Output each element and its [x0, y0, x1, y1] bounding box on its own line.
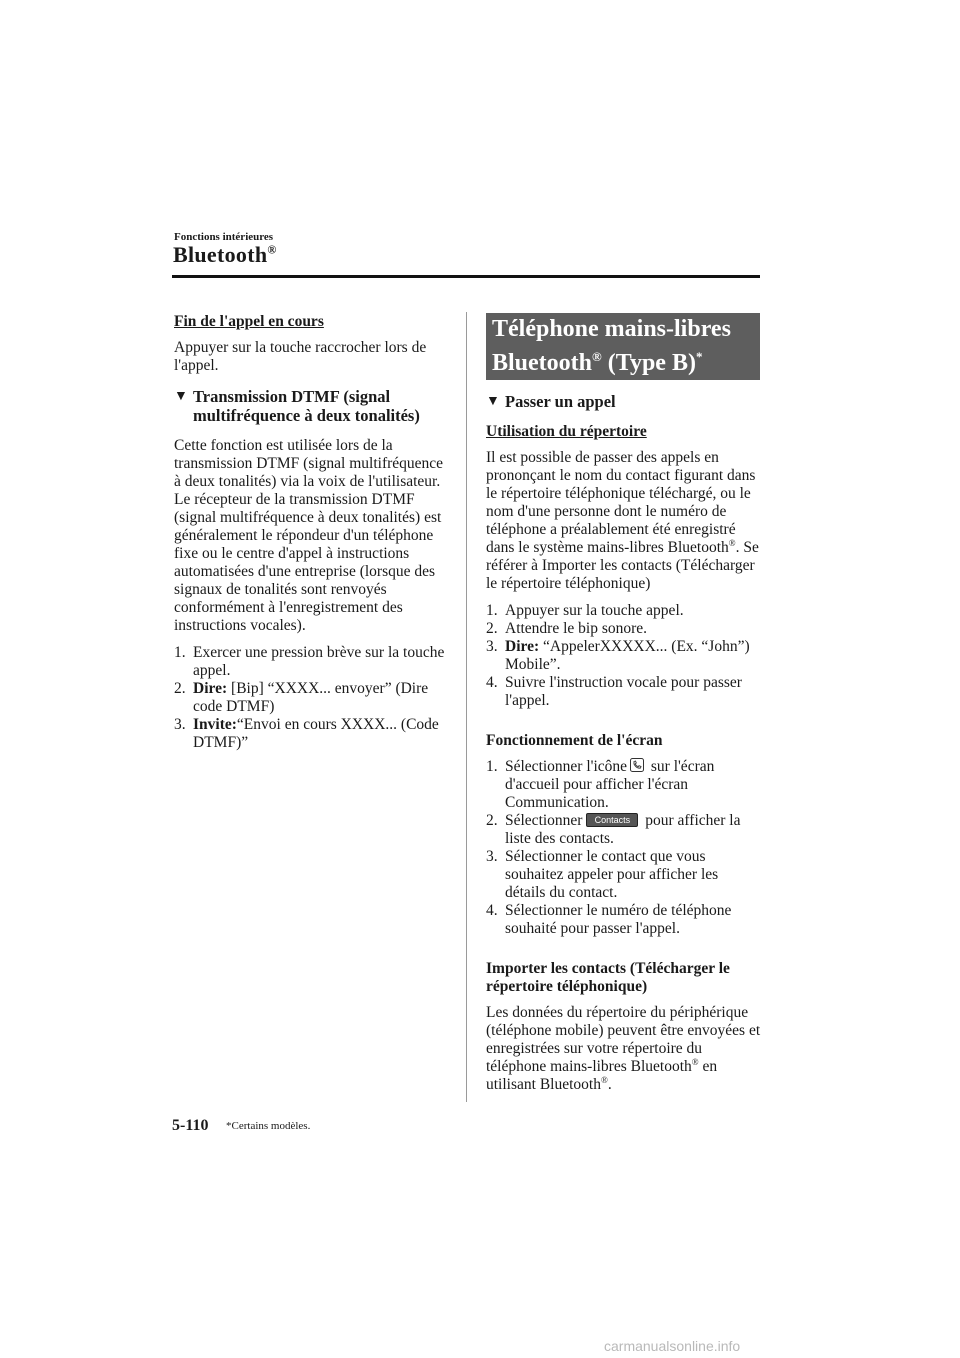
list-item: 1. Sélectionner l'icône sur l'écran d'accueil pour afficher l'écran Communication.	[486, 758, 715, 811]
dtmf-heading: ▼ Transmission DTMF (signal multifréquence à deux tonalités)	[174, 387, 420, 425]
registered-mark: ®	[267, 242, 277, 257]
contacts-button: Contacts	[586, 813, 638, 827]
right-column	[486, 313, 761, 1103]
list-item: 2. Attendre le bip sonore.	[486, 620, 648, 637]
end-call-heading: Fin de l'appel en cours	[174, 313, 324, 330]
list-item: 3. Invite:“Envoi en cours XXXX... (Code DTMF)”	[174, 716, 439, 751]
end-call-text: Appuyer sur la touche raccrocher lors de l'appel.	[174, 339, 427, 374]
page-number: 5-110	[172, 1117, 209, 1134]
screen-steps	[486, 758, 761, 938]
phonebook-steps	[486, 602, 761, 710]
list-item: 2. Sélectionner Contacts pour afficher la liste des contacts.	[486, 812, 741, 847]
list-item: 1. Appuyer sur la touche appel.	[486, 602, 684, 619]
phone-icon	[630, 758, 644, 772]
phonebook-heading: Utilisation du répertoire	[486, 423, 647, 440]
import-heading: Importer les contacts (Télécharger le répertoire téléphonique)	[486, 960, 730, 995]
footnote: *Certains modèles.	[226, 1120, 311, 1132]
phonebook-body: Il est possible de passer des appels en prononçant le nom du contact figurant dans le répertoire téléphonique téléchargé, ou le nom d'une personne dont le numéro de téléphone a préalablement été enregistré dans le système mains-libres Bluetooth®. Se référer à Importer les contacts (Télécharger le répertoire téléphonique)	[486, 449, 759, 592]
make-call-heading: ▼ Passer un appel	[486, 392, 616, 411]
triangle-down-icon: ▼	[174, 389, 188, 404]
list-item: 2. Dire: [Bip] “XXXX... envoyer” (Dire code DTMF)	[174, 680, 429, 715]
watermark: carmanualsonline.info	[604, 1338, 741, 1354]
list-item: 3. Sélectionner le contact que vous souhaitez appeler pour afficher les détails du contact.	[486, 848, 719, 901]
section-label: Fonctions intérieures	[174, 231, 274, 243]
header-rule	[172, 275, 760, 278]
triangle-down-icon: ▼	[486, 394, 500, 409]
left-column	[174, 313, 446, 762]
import-body: Les données du répertoire du périphérique (téléphone mobile) peuvent être envoyées et enregistrées sur votre répertoire du téléphone mains-libres Bluetooth® en utilisant Bluetooth®.	[486, 1004, 761, 1093]
page-title: Bluetooth®	[173, 242, 277, 267]
list-item: 4. Sélectionner le numéro de téléphone souhaité pour passer l'appel.	[486, 902, 732, 937]
list-item: 4. Suivre l'instruction vocale pour passer l'appel.	[486, 674, 742, 709]
list-item: 1. Exercer une pression brève sur la touche appel.	[174, 644, 445, 679]
screen-heading: Fonctionnement de l'écran	[486, 732, 663, 749]
list-item: 3. Dire: “AppelerXXXXX... (Ex. “John”) Mobile”.	[486, 638, 750, 673]
section-banner: Téléphone mains-libres Bluetooth® (Type B)*	[486, 313, 760, 380]
column-divider	[466, 312, 467, 1102]
dtmf-body: Cette fonction est utilisée lors de la transmission DTMF (signal multifréquence à deux tonalités) via la voix de l'utilisateur. Le récepteur de la transmission DTMF (signal multifréquence à deux tonalités) est généralement le répondeur d'un téléphone fixe ou le centre d'appel à instructions automatisées d'une entreprise (lorsque des signaux de tonalités sont renvoyés conformément à l'enregistrement des instructions vocales).	[174, 437, 444, 634]
dtmf-steps	[174, 644, 446, 752]
